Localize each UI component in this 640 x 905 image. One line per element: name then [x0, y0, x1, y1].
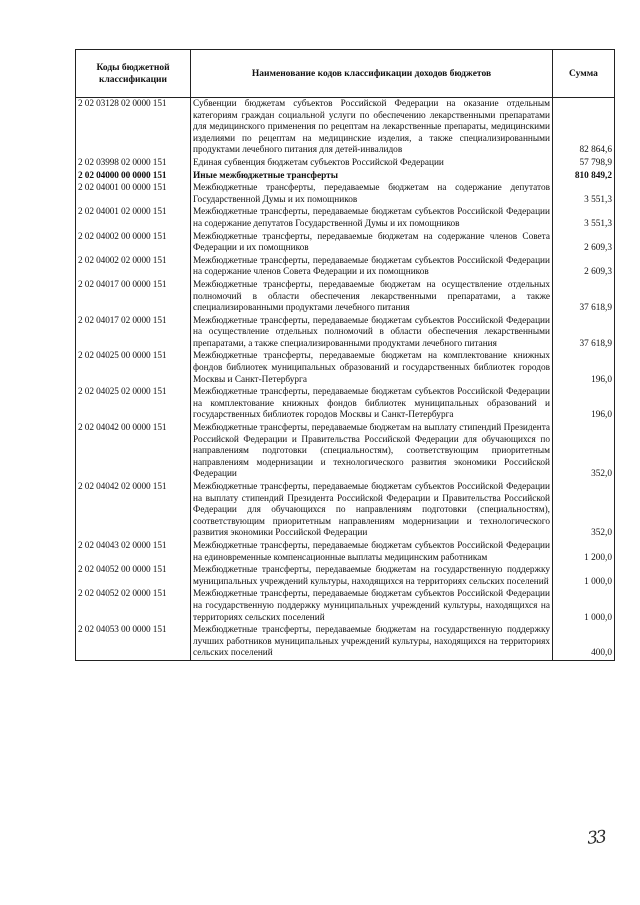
amount-cell: 1 200,0	[553, 540, 615, 564]
classification-name-cell: Межбюджетные трансферты, передаваемые бюджетам субъектов Российской Федерации на выплату стипендий Президента Российской Федерации и Правительства Российской Федерации для обучающихся по направлениям подготовки (специальностям), соответствующим приоритетным направлениям модернизации и технологического развития экономики Российской Федерации	[191, 481, 553, 540]
classification-name-cell: Межбюджетные трансферты, передаваемые бюджетам субъектов Российской Федерации на государственную поддержку муниципальных учреждений культуры, находящихся на территориях сельских поселений	[191, 588, 553, 624]
classification-name-cell: Межбюджетные трансферты, передаваемые бюджетам на государственную поддержку лучших работников муниципальных учреждений культуры, находящихся на территориях сельских поселений	[191, 624, 553, 660]
amount-cell: 1 000,0	[553, 588, 615, 624]
classification-name-cell: Межбюджетные трансферты, передаваемые бюджетам на комплектование книжных фондов библиотек муниципальных образований и государственных библиотек городов Москвы и Санкт-Петербурга	[191, 350, 553, 386]
table-row	[76, 279, 615, 315]
budget-code-cell: 2 02 04001 02 0000 151	[76, 206, 191, 230]
table-row	[76, 624, 615, 660]
budget-code-cell: 2 02 04017 02 0000 151	[76, 315, 191, 351]
table-row	[76, 481, 615, 540]
amount-cell: 400,0	[553, 624, 615, 660]
budget-code-cell: 2 02 04042 00 0000 151	[76, 422, 191, 481]
classification-name-cell: Межбюджетные трансферты, передаваемые бюджетам субъектов Российской Федерации на содержание депутатов Государственной Думы и их помощников	[191, 206, 553, 230]
table-row	[76, 540, 615, 564]
table-row	[76, 170, 615, 183]
amount-cell: 82 864,6	[553, 98, 615, 157]
table-header-row	[76, 50, 615, 98]
classification-name-cell: Межбюджетные трансферты, передаваемые бюджетам субъектов Российской Федерации на содержание членов Совета Федерации и их помощников	[191, 255, 553, 279]
classification-name-cell: Межбюджетные трансферты, передаваемые бюджетам субъектов Российской Федерации на единовременные компенсационные выплаты медицинским работникам	[191, 540, 553, 564]
budget-code-cell: 2 02 04043 02 0000 151	[76, 540, 191, 564]
budget-code-cell: 2 02 03128 02 0000 151	[76, 98, 191, 157]
table-row	[76, 350, 615, 386]
classification-name-cell: Межбюджетные трансферты, передаваемые бюджетам на осуществление отдельных полномочий в области обеспечения лекарственными препаратами, а также специализированными продуктами лечебного питания	[191, 279, 553, 315]
column-header-sum: Сумма	[553, 50, 615, 98]
table-row	[76, 422, 615, 481]
amount-cell: 37 618,9	[553, 315, 615, 351]
amount-cell: 3 551,3	[553, 206, 615, 230]
budget-code-cell: 2 02 04001 00 0000 151	[76, 182, 191, 206]
table-row	[76, 315, 615, 351]
classification-name-cell: Субвенции бюджетам субъектов Российской Федерации на оказание отдельным категориям граждан социальной услуги по обеспечению лекарственными препаратами для медицинского применения по рецептам на лекарственные препараты, медицинскими изделиями по рецептам на медицинские изделия, а также специализированными продуктами лечебного питания для детей-инвалидов	[191, 98, 553, 157]
amount-cell: 2 609,3	[553, 255, 615, 279]
table-row	[76, 98, 615, 157]
table-row	[76, 255, 615, 279]
table-row	[76, 182, 615, 206]
page-number: 33	[586, 827, 606, 849]
classification-name-cell: Межбюджетные трансферты, передаваемые бюджетам на содержание членов Совета Федерации и их помощников	[191, 231, 553, 255]
classification-name-cell: Межбюджетные трансферты, передаваемые бюджетам на выплату стипендий Президента Российской Федерации и Правительства Российской Федерации для обучающихся по направлениям подготовки (специальностям), соответствующим приоритетным направлениям модернизации и технологического развития экономики Российской Федерации	[191, 422, 553, 481]
table-row	[76, 157, 615, 170]
budget-code-cell: 2 02 04002 00 0000 151	[76, 231, 191, 255]
amount-cell: 810 849,2	[553, 170, 615, 183]
column-header-code: Коды бюджетной классификации	[76, 50, 191, 98]
amount-cell: 3 551,3	[553, 182, 615, 206]
amount-cell: 1 000,0	[553, 564, 615, 588]
amount-cell: 196,0	[553, 350, 615, 386]
amount-cell: 196,0	[553, 386, 615, 422]
budget-code-cell: 2 02 04025 02 0000 151	[76, 386, 191, 422]
classification-name-cell: Иные межбюджетные трансферты	[191, 170, 553, 183]
budget-code-cell: 2 02 04025 00 0000 151	[76, 350, 191, 386]
classification-name-cell: Единая субвенция бюджетам субъектов Российской Федерации	[191, 157, 553, 170]
budget-code-cell: 2 02 04000 00 0000 151	[76, 170, 191, 183]
table-row	[76, 386, 615, 422]
budget-revenue-table	[75, 49, 615, 661]
budget-code-cell: 2 02 04002 02 0000 151	[76, 255, 191, 279]
column-header-name: Наименование кодов классификации доходов бюджетов	[191, 50, 553, 98]
amount-cell: 57 798,9	[553, 157, 615, 170]
budget-code-cell: 2 02 04052 00 0000 151	[76, 564, 191, 588]
amount-cell: 37 618,9	[553, 279, 615, 315]
table-body	[76, 98, 615, 661]
classification-name-cell: Межбюджетные трансферты, передаваемые бюджетам на государственную поддержку муниципальных учреждений культуры, находящихся на территориях сельских поселений	[191, 564, 553, 588]
budget-code-cell: 2 02 03998 02 0000 151	[76, 157, 191, 170]
amount-cell: 352,0	[553, 481, 615, 540]
table-row	[76, 231, 615, 255]
classification-name-cell: Межбюджетные трансферты, передаваемые бюджетам на содержание депутатов Государственной Думы и их помощников	[191, 182, 553, 206]
budget-code-cell: 2 02 04052 02 0000 151	[76, 588, 191, 624]
table-row	[76, 588, 615, 624]
table-row	[76, 564, 615, 588]
budget-code-cell: 2 02 04017 00 0000 151	[76, 279, 191, 315]
budget-code-cell: 2 02 04042 02 0000 151	[76, 481, 191, 540]
amount-cell: 352,0	[553, 422, 615, 481]
table-row	[76, 206, 615, 230]
classification-name-cell: Межбюджетные трансферты, передаваемые бюджетам субъектов Российской Федерации на комплектование книжных фондов библиотек муниципальных образований и государственных библиотек городов Москвы и Санкт-Петербурга	[191, 386, 553, 422]
classification-name-cell: Межбюджетные трансферты, передаваемые бюджетам субъектов Российской Федерации на осуществление отдельных полномочий в области обеспечения лекарственными препаратами, а также специализированными продуктами лечебного питания	[191, 315, 553, 351]
amount-cell: 2 609,3	[553, 231, 615, 255]
budget-code-cell: 2 02 04053 00 0000 151	[76, 624, 191, 660]
